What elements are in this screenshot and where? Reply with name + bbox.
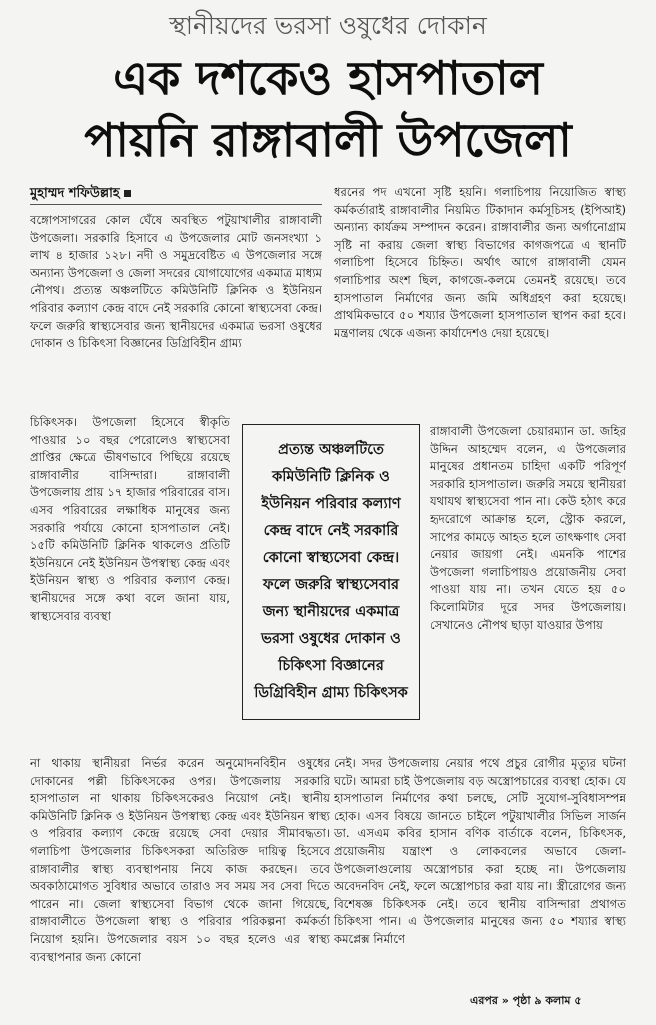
column-left-narrow <box>30 414 230 754</box>
continuation-line: এরপর » পৃষ্ঠা ৯ কলাম ৫ <box>470 994 582 1007</box>
paragraph: বঙ্গোপসাগরের কোল ঘেঁষে অবস্থিত পটুয়াখালীর রাঙ্গাবালী উপজেলা। সরকারি হিসাবে এ উপজেলার মোট জনসংখ্যা ১ লাখ ৪ হাজার ১২৮। নদী ও সমুদ্রবেষ্টিত এ উপজেলার সঙ্গে অন্যান্য উপজেলা ও জেলা সদরের যোগাযোগের একমাত্র মাধ্যম নৌপথ। প্রত্যন্ত অঞ্চলটিতে কমিউনিটি ক্লিনিক ও ইউনিয়ন পরিবার কল্যাণ কেন্দ্র বাদে নেই সরকারি কোনো স্বাস্থ্যসেবা কেন্দ্র। ফলে জরুরি স্বাস্থ্যসেবার জন্য স্থানীয়দের একমাত্র ভরসা ওষুধের দোকান ও চিকিৎসা বিজ্ঞানের ডিগ্রিবিহীন গ্রাম্য <box>30 213 322 351</box>
column-right-narrow <box>430 423 626 755</box>
paragraph: নেই। সদর উপজেলায় নেয়ার পথে প্রচুর রোগীর মৃত্যুর ঘটনা ঘটে। আমরা চাই উপজেলায় বড় অস্ত্রোপচারের ব্যবস্থা হোক। যে হাসপাতাল নির্মাণের কথা চলছে, সেটি সুযোগ-সুবিধাসম্পন্ন হোক। এসব বিষয়ে জানতে চাইলে পটুয়াখালীর সিভিল সার্জন ডা. এসএম কবির হাসান বণিক বার্তাকে বলেন, চিকিৎসক, প্রয়োজনীয় যন্ত্রাংশ ও লোকবলের অভাবে জেলা-উপজেলাগুলোয় অস্ত্রোপচার করা হচ্ছে না। উপজেলায় অবেদনবিদ নেই, ফলে অস্ত্রোপচার করা যায় না। স্ত্রীরোগের জন্য বিশেষজ্ঞ চিকিৎসক নেই। তবে স্থানীয় বাসিন্দারা প্রথাগত চিকিৎসা পান। এ উপজেলার মানুষের জন্য ৫০ শয্যার স্বাস্থ্য কমপ্লেক্স নির্মাণে <box>334 756 626 946</box>
column-left-top <box>30 212 322 414</box>
paragraph: চিকিৎসক। উপজেলা হিসেবে স্বীকৃতি পাওয়ার ১০ বছর পেরোলেও স্বাস্থ্যসেবা প্রাপ্তির ক্ষেত্রে ভীষণভাবে পিছিয়ে রয়েছে রাঙ্গাবালীর বাসিন্দারা। রাঙ্গাবালী উপজেলায় প্রায় ১৭ হাজার পরিবারের বাস। এসব পরিবারের লক্ষাধিক মানুষের জন্য সরকারি পর্যায়ে কোনো হাসপাতাল নেই। ১৫টি কমিউনিটি ক্লিনিক থাকলেও প্রতিটি ইউনিয়নে নেই ইউনিয়ন উপস্বাস্থ্য কেন্দ্র এবং ইউনিয়ন স্বাস্থ্য ও পরিবার কল্যাণ কেন্দ্র। স্থানীয়দের সঙ্গে কথা বলে জানা যায়, স্বাস্থ্যসেবার ব্যবস্থা <box>30 415 230 623</box>
column-right-bottom <box>334 755 626 987</box>
pull-quote-text: প্রত্যন্ত অঞ্চলটিতে কমিউনিটি ক্লিনিক ও ইউনিয়ন পরিবার কল্যাণ কেন্দ্র বাদে নেই সরকারি কোনো স্বাস্থ্যসেবা কেন্দ্র। ফলে জরুরি স্বাস্থ্যসেবার জন্য স্থানীয়দের একমাত্র ভরসা ওষুধের দোকান ও চিকিৎসা বিজ্ঞানের ডিগ্রিবিহীন গ্রাম্য চিকিৎসক <box>254 442 408 701</box>
pull-quote-box <box>242 424 420 720</box>
paragraph: না থাকায় স্থানীয়রা নির্ভর করেন অনুমোদনবিহীন ওষুধের দোকানের পল্লী চিকিৎসকের ওপর। উপজেলায় সরকারি হাসপাতাল না থাকায় চিকিৎসকেরও নিয়োগ নেই। স্থানীয় কমিউনিটি ক্লিনিক ও ইউনিয়ন উপস্বাস্থ্য কেন্দ্র এবং ইউনিয়ন স্বাস্থ্য ও পরিবার কল্যাণ কেন্দ্রে রয়েছে সেবা দেয়ার সীমাবদ্ধতা। গলাচিপা উপজেলার চিকিৎসকরা অতিরিক্ত দায়িত্ব হিসেবে রাঙ্গাবালীর স্বাস্থ্য ব্যবস্থাপনায় নিযে কাজ করছেন। তবে অবকাঠামোগত সুবিধার অভাবে তারাও সব সময় সব সেবা দিতে পারেন না। জেলা স্বাস্থ্যসেবা বিভাগ থেকে জানা গিয়েছে, রাঙ্গাবালীতে উপজেলা স্বাস্থ্য ও পরিবার পরিকল্পনা কর্মকর্তা নিয়োগ হয়নি। উপজেলার বয়স ১০ বছর হলেও এর স্বাস্থ্য ব্যবস্থাপনার জন্য কোনো <box>30 756 330 964</box>
headline-line-1: এক দশকেও হাসপাতাল <box>113 51 543 105</box>
paragraph: ধরনের পদ এখনো সৃষ্টি হয়নি। গলাচিপায় নিয়োজিত স্বাস্থ্য কর্মকর্তারাই রাঙ্গাবালীর নিয়মিত টিকাদান কর্মসূচিসহ (ইপিআই) অন্যান্য কার্যক্রম সম্পাদন করেন। রাঙ্গাবালীর জন্য অর্গানোগ্রাম সৃষ্টি না করায় জেলা স্বাস্থ্য বিভাগের কাগজপত্রে এ স্থানটি গলাচিপা হিসেবে চিহ্নিত। অর্থাৎ আগে রাঙ্গাবালী যেমন গলাচিপার অংশ ছিল, কাগজে-কলমে তেমনই রয়েছে। তবে হাসপাতাল নির্মাণের জন্য জমি অধিগ্রহণ করা হয়েছে। প্রাথমিকভাবে ৫০ শয্যার উপজেলা হাসপাতাল স্থাপন করা হবে। মন্ত্রণালয় থেকে এজন্য কার্যাদেশও দেয়া হয়েছে। <box>334 185 626 340</box>
byline-square-icon <box>124 190 131 197</box>
column-right-top <box>334 184 626 422</box>
headline-line-2: পায়নি রাঙ্গাবালী উপজেলা <box>84 113 572 167</box>
byline-divider <box>30 204 322 205</box>
column-left-bottom <box>30 755 330 1025</box>
byline <box>30 184 131 205</box>
byline-name: মুহাম্মদ শফিউল্লাহ <box>30 186 120 201</box>
article-kicker: স্থানীয়দের ভরসা ওষুধের দোকান <box>169 11 487 40</box>
paragraph: রাঙ্গাবালী উপজেলা চেয়ারম্যান ডা. জহির উদ্দিন আহম্মেদ বলেন, এ উপজেলার মানুষের প্রধানতম চাহিদা একটি পরিপূর্ণ সরকারি হাসপাতাল। জরুরি সময়ে স্থানীয়রা যথাযথ স্বাস্থ্যসেবা পান না। কেউ হঠাৎ করে হৃদরোগে আক্রান্ত হলে, স্ট্রোক করলে, সাপের কামড়ে আহত হলে তাৎক্ষণাৎ সেবা নেয়ার জায়গা নেই। এমনকি পাশের উপজেলা গলাচিপায়ও প্রয়োজনীয় সেবা পাওয়া যায় না। তখন যেতে হয় ৫০ কিলোমিটার দূরে সদর উপজেলায়। সেখানেও নৌপথ ছাড়া যাওয়ার উপায় <box>430 424 626 632</box>
